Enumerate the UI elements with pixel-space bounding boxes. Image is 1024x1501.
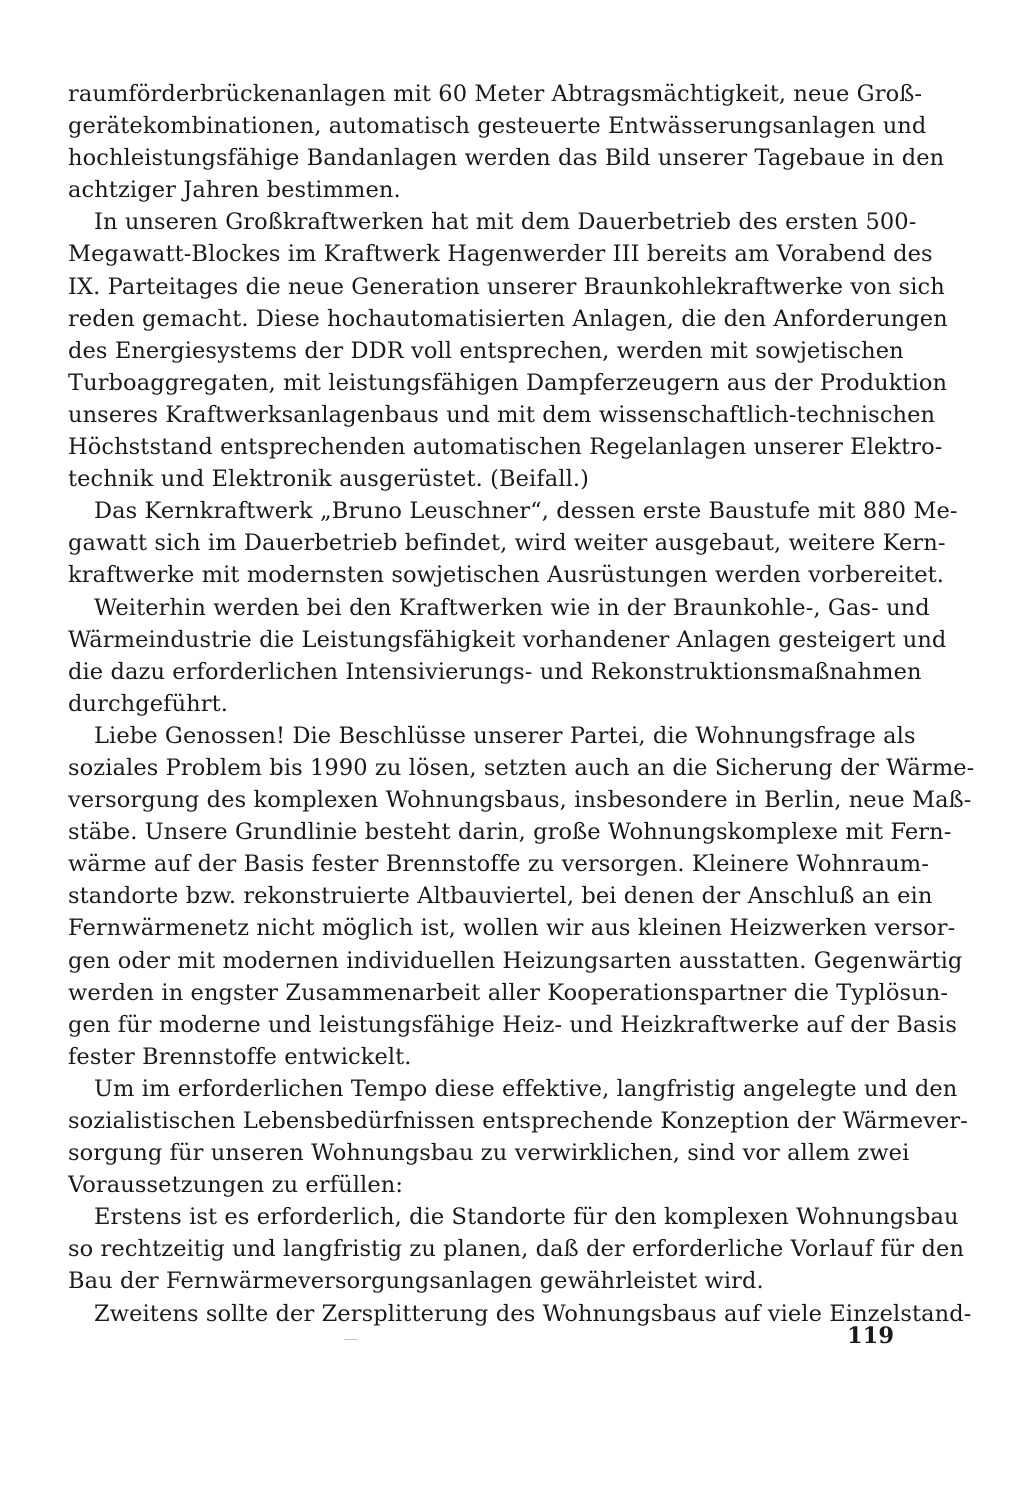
text-line: reden gemacht. Diese hochautomatisierten Anlagen, die den Anforderungen <box>68 305 948 332</box>
text-line: Fernwärmenetz nicht möglich ist, wollen wir aus kleinen Heizwerken versor- <box>68 915 956 942</box>
text-line: gen für moderne und leistungsfähige Heiz- und Heizkraftwerke auf der Basis <box>68 1011 957 1038</box>
text-line: gerätekombinationen, automatisch gesteuerte Entwässerungsanlagen und <box>68 113 927 140</box>
divider <box>344 1339 358 1340</box>
text-line: fester Brennstoffe entwickelt. <box>68 1043 412 1070</box>
text-line: Weiterhin werden bei den Kraftwerken wie in der Braunkohle-, Gas- und <box>94 594 930 621</box>
text-line: technik und Elektronik ausgerüstet. (Beifall.) <box>68 466 590 493</box>
text-line: stäbe. Unsere Grundlinie besteht darin, große Wohnungskomplexe mit Fern- <box>68 819 952 846</box>
text-line: kraftwerke mit modernsten sowjetischen Ausrüstungen werden vorbereitet. <box>68 562 945 589</box>
text-line: die dazu erforderlichen Intensivierungs- und Rekonstruktionsmaßnahmen <box>68 658 922 685</box>
text-line: hochleistungsfähige Bandanlagen werden das Bild unserer Tagebaue in den <box>68 145 945 172</box>
text-line: des Energiesystems der DDR voll entsprechen, werden mit sowjetischen <box>68 337 904 364</box>
text-line: achtziger Jahren bestimmen. <box>68 177 401 204</box>
text-line: Um im erforderlichen Tempo diese effektive, langfristig angelegte und den <box>94 1075 958 1102</box>
text-line: Erstens ist es erforderlich, die Standorte für den komplexen Wohnungsbau <box>94 1204 959 1231</box>
page-number: 119 <box>847 1323 894 1349</box>
paragraph <box>68 592 947 720</box>
text-line: Turboaggregaten, mit leistungsfähigen Dampferzeugern aus der Produktion <box>68 369 948 396</box>
paragraph <box>68 720 975 1073</box>
text-line: Zweitens sollte der Zersplitterung des Wohnungsbaus auf viele Einzelstand- <box>94 1300 972 1327</box>
text-line: standorte bzw. rekonstruierte Altbauviertel, bei denen der Anschluß an ein <box>68 883 933 910</box>
text-line: soziales Problem bis 1990 zu lösen, setzten auch an die Sicherung der Wärme- <box>68 754 975 781</box>
text-line: gen oder mit modernen individuellen Heizungsarten ausstatten. Gegenwärtig <box>68 947 963 974</box>
paragraph <box>68 206 948 495</box>
text-line: Voraussetzungen zu erfüllen: <box>68 1172 404 1199</box>
text-line: raumförderbrückenanlagen mit 60 Meter Abtragsmächtigkeit, neue Groß- <box>68 81 923 107</box>
text-line: sorgung für unseren Wohnungsbau zu verwirklichen, sind vor allem zwei <box>68 1140 910 1167</box>
paragraph <box>68 78 945 206</box>
text-line: durchgeführt. <box>68 690 229 717</box>
text-line: so rechtzeitig und langfristig zu planen, daß der erforderliche Vorlauf für den <box>68 1236 965 1263</box>
paragraph <box>68 1201 965 1297</box>
text-line: gawatt sich im Dauerbetrieb befindet, wird weiter ausgebaut, weitere Kern- <box>68 530 946 557</box>
text-line: unseres Kraftwerksanlagenbaus und mit dem wissenschaftlich-technischen <box>68 401 936 428</box>
paragraph <box>68 1073 968 1201</box>
text-line: IX. Parteitages die neue Generation unserer Braunkohlekraftwerke von sich <box>68 273 945 300</box>
text-line: wärme auf der Basis fester Brennstoffe zu versorgen. Kleinere Wohnraum- <box>68 851 929 878</box>
paragraph <box>68 1298 972 1330</box>
text-line: Das Kernkraftwerk „Bruno Leuschner“, dessen erste Baustufe mit 880 Me- <box>94 498 958 525</box>
text-line: Megawatt-Blockes im Kraftwerk Hagenwerder III bereits am Vorabend des <box>68 241 933 268</box>
text-line: Liebe Genossen! Die Beschlüsse unserer Partei, die Wohnungsfrage als <box>94 722 916 749</box>
text-line: sozialistischen Lebensbedürfnissen entsprechende Konzeption der Wärmever- <box>68 1108 968 1134</box>
text-line: werden in engster Zusammenarbeit aller Kooperationspartner die Typlösun- <box>68 979 949 1006</box>
paragraph <box>68 495 958 591</box>
text-line: versorgung des komplexen Wohnungsbaus, insbesondere in Berlin, neue Maß- <box>68 787 972 814</box>
text-line: Wärmeindustrie die Leistungsfähigkeit vorhandener Anlagen gesteigert und <box>68 626 947 653</box>
body-text <box>68 78 975 1330</box>
text-line: In unseren Großkraftwerken hat mit dem Dauerbetrieb des ersten 500- <box>94 209 917 236</box>
text-line: Bau der Fernwärmeversorgungsanlagen gewährleistet wird. <box>68 1268 764 1295</box>
text-line: Höchststand entsprechenden automatischen Regelanlagen unserer Elektro- <box>68 434 943 461</box>
